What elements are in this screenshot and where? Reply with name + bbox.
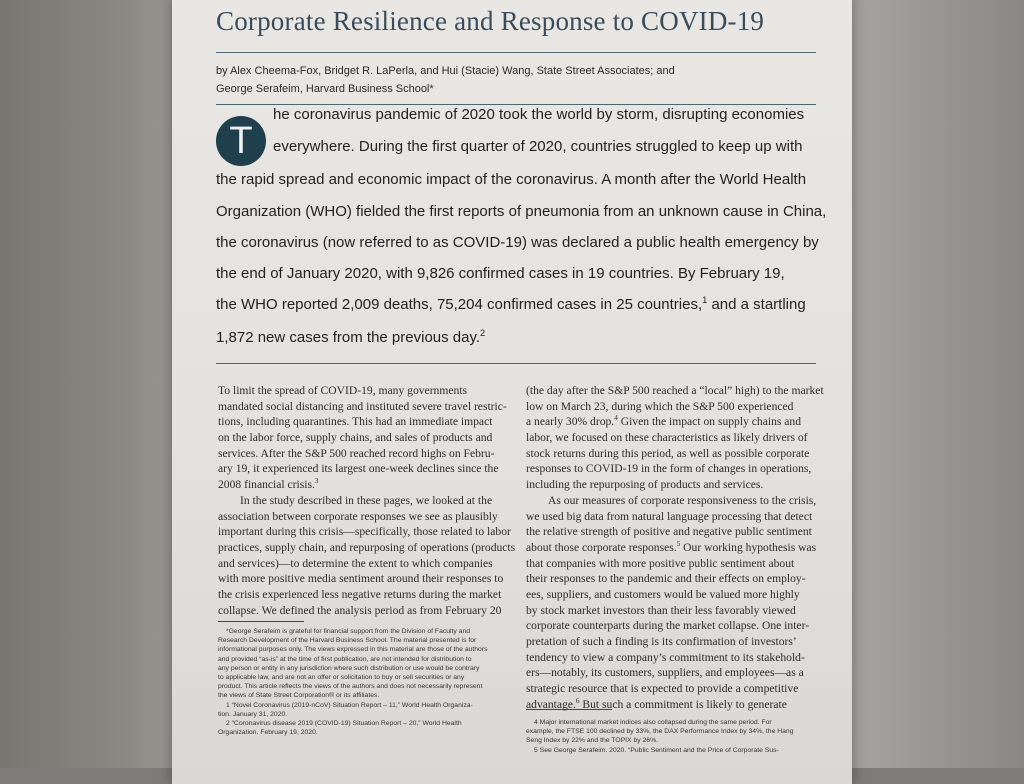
body-line [526, 556, 824, 572]
body-line-text: To limit the spread of COVID-19, many governments [218, 384, 468, 397]
footnote-line-text: the views of State Street Corporation® or its affiliates. [218, 692, 380, 700]
body-line-text: strategic resource that is expected to provide a competitive [526, 682, 799, 696]
footnote-rule-left [218, 621, 304, 622]
footnotes-left [218, 627, 516, 737]
footnote-line-text: Seng Index by 22% and the TOPIX by 26%. [526, 737, 658, 745]
intro-line-text: the rapid spread and economic impact of the coronavirus. A month after the World Health [216, 171, 807, 188]
body-line [526, 524, 824, 540]
body-line [218, 587, 516, 603]
footnote-line-text: to applicable law, and are not an offer or solicitation to buy or sell securities or any [218, 673, 465, 681]
footnote-ref: 4 [614, 414, 618, 423]
body-line-text: association between corporate responses we see as plausibly [218, 509, 498, 523]
footnote-line [218, 719, 516, 728]
body-line-text: responses to COVID-19 in the form of changes in operations, [526, 462, 812, 476]
body-line-text: by stock market investors than their less favorably viewed [526, 603, 796, 617]
footnote-line [218, 664, 516, 673]
body-line [218, 509, 516, 525]
footnote-line [526, 727, 824, 736]
intro-line-text: Organization (WHO) fielded the first reports of pneumonia from an unknown cause in China, [216, 203, 827, 220]
body-line [526, 414, 824, 430]
intro-line-text: the coronavirus (now referred to as COVID-19) was declared a public health emergency by [216, 234, 819, 251]
body-line [218, 540, 516, 556]
footnote-line [218, 645, 516, 654]
body-line-text: 2008 financial crisis. [218, 478, 315, 492]
body-column-right [526, 383, 824, 712]
intro-rule [216, 363, 816, 364]
footnote-ref: 3 [314, 477, 319, 486]
body-line-text: we used big data from natural language processing that detect [526, 509, 813, 523]
body-line [218, 524, 516, 540]
body-line-text: the relative strength of positive and negative public sentiment [526, 525, 812, 539]
footnote-line-text: Organization. February 19, 2020. [218, 729, 318, 737]
body-line-text: Given the impact on supply chains and [617, 415, 802, 429]
footnote-line-text: 1 “Novel Coronavirus (2019-nCoV) Situation Report – 11,” World Health Organiza- [226, 701, 473, 709]
body-line [526, 383, 824, 399]
footnote-line [218, 627, 516, 636]
body-line [218, 399, 516, 415]
intro-line-text: he coronavirus pandemic of 2020 took the world by storm, disrupting economies [273, 106, 805, 123]
intro-line [273, 138, 802, 155]
body-line-text: services. After the S&P 500 reached record highs on Febru- [218, 446, 495, 460]
body-line [526, 587, 824, 603]
body-line [526, 681, 824, 697]
body-line-text: As our measures of corporate responsiveness to the crisis, [548, 493, 817, 507]
body-line-text: with more positive media sentiment around their responses to [218, 572, 504, 586]
body-line-text: about those corporate responses. [526, 540, 677, 554]
byline-line: by Alex Cheema-Fox, Bridget R. LaPerla, and Hui (Stacie) Wang, State Street Associates; and [216, 65, 675, 77]
footnote-line-text: tion. January 31, 2020. [218, 710, 288, 718]
body-line [526, 665, 824, 681]
body-line [526, 540, 824, 556]
intro-line-text: everywhere. During the first quarter of 2020, countries struggled to keep up with [273, 138, 803, 155]
document-page [172, 0, 852, 784]
body-line [526, 697, 824, 713]
body-line-text: corporate counterparts during the market collapse. One inter- [526, 619, 810, 633]
body-line-text: labor, we focused on these characteristics as likely drivers of [526, 431, 808, 445]
body-line [526, 493, 824, 509]
footnote-line [218, 655, 516, 664]
body-line-text: In the study described in these pages, we looked at the [240, 493, 493, 507]
intro-line [216, 329, 485, 346]
body-line [218, 603, 516, 619]
footnote-line [218, 710, 516, 719]
body-line-text: ary 19, it experienced its largest one-week declines since the [218, 462, 499, 476]
body-line-text: low on March 23, during which the S&P 500 experienced [526, 399, 794, 413]
body-column-left [218, 383, 516, 618]
body-line-text: collapse. We defined the analysis period as from February 20 [218, 603, 502, 617]
intro-line [216, 265, 785, 282]
intro-line [273, 106, 804, 123]
footnote-rule-right [526, 709, 612, 710]
footnote-line-text: 5 See George Serafeim. 2020. “Public Sentiment and the Price of Corporate Sus- [534, 746, 779, 754]
footnotes-right [526, 718, 824, 755]
body-line-text: a nearly 30% drop. [526, 415, 615, 429]
footnote-line-text: 4 Major international market indices also collapsed during the same period. For [534, 719, 772, 726]
body-line-text: practices, supply chain, and repurposing of operations (products [218, 540, 516, 554]
body-line-text: mandated social distancing and instituted severe travel restric- [218, 399, 507, 413]
body-line [526, 446, 824, 462]
intro-line [216, 203, 826, 220]
body-line-text: stock returns during this period, as well as possible corporate [526, 446, 810, 460]
body-line [526, 603, 824, 619]
footnote-ref: 1 [702, 295, 708, 305]
body-line-text: tendency to view a company’s commitment to its stakehold- [526, 650, 805, 664]
body-line-text: But such a commitment is likely to generate [579, 697, 787, 711]
footnote-line [218, 673, 516, 682]
intro-line-text: 1,872 new cases from the previous day. [216, 329, 481, 346]
article-title: Corporate Resilience and Response to COVID-19 [216, 6, 765, 36]
byline-rule [216, 104, 816, 105]
body-line-text: on the labor force, supply chains, and sales of products and [218, 431, 493, 445]
body-line-text: ees, suppliers, and customers would be valued more highly [526, 587, 800, 601]
byline [216, 62, 816, 98]
body-line [526, 634, 824, 650]
intro-line-text: the WHO reported 2,009 deaths, 75,204 confirmed cases in 25 countries, [216, 296, 703, 313]
body-line [218, 477, 516, 493]
footnote-line [526, 736, 824, 745]
footnote-line-text: 2 “Coronavirus disease 2019 (COVID-19) Situation Report – 20,” World Health [226, 719, 462, 727]
footnote-line-text: and provided “as-is” at the time of first publication, are not intended for distribution to [218, 655, 472, 663]
body-line [526, 430, 824, 446]
footnote-line [218, 636, 516, 645]
footnote-line [526, 718, 824, 727]
body-line-text: important during this crisis—specifically, those related to labor [218, 525, 511, 539]
body-line [526, 477, 824, 493]
body-line [526, 571, 824, 587]
footnote-line-text: *George Serafeim is grateful for financial support from the Division of Faculty and [226, 628, 471, 635]
footnote-ref: 5 [676, 540, 681, 549]
footnote-line-text: informational purposes only. The views expressed in this material are those of the authors [218, 646, 488, 654]
body-line [218, 430, 516, 446]
body-line [218, 461, 516, 477]
footnote-line-text: example, the FTSE 100 declined by 33%, the DAX Performance Index by 34%, the Hang [526, 728, 794, 736]
body-line [526, 650, 824, 666]
body-line-text: advantage. [526, 697, 576, 711]
body-line-text: Our working hypothesis was [680, 540, 817, 554]
body-line-text: their responses to the pandemic and their effects on employ- [526, 572, 806, 586]
body-line [218, 414, 516, 430]
body-line-text: (the day after the S&P 500 reached a “local” high) to the market [526, 384, 824, 397]
footnote-line [218, 691, 516, 700]
intro-line-text: and a startling [707, 296, 806, 313]
footnote-line [218, 701, 516, 710]
drop-cap: T [216, 116, 266, 166]
footnote-line [218, 682, 516, 691]
byline-line: George Serafeim, Harvard Business School* [216, 83, 434, 95]
footnote-line [218, 728, 516, 737]
body-line [218, 446, 516, 462]
body-line-text: and services)—to determine the extent to which companies [218, 556, 493, 570]
body-line-text: that companies with more positive public sentiment about [526, 556, 795, 570]
intro-line [216, 171, 806, 188]
body-line-text: pretation of such a finding is its confirmation of investors’ [526, 635, 797, 648]
body-line-text: including the repurposing of products and services. [526, 478, 764, 492]
intro-line [216, 296, 806, 313]
body-line [526, 461, 824, 477]
body-line [526, 618, 824, 634]
intro-line [216, 234, 819, 251]
body-line [526, 509, 824, 525]
footnote-line-text: any person or entity in any jurisdiction where such distribution or use would be contrary [218, 664, 480, 672]
body-line-text: tions, including quarantines. This had an immediate impact [218, 415, 493, 429]
intro-line-text: the end of January 2020, with 9,826 confirmed cases in 19 countries. By February 19, [216, 265, 785, 282]
body-line [218, 493, 516, 509]
footnote-line-text: product. This article reflects the views of the authors and does not necessarily represent [218, 683, 483, 691]
footnote-line [526, 746, 824, 755]
body-line [218, 556, 516, 572]
footnote-ref: 6 [575, 696, 580, 705]
body-line-text: the crisis experienced less negative returns during the market [218, 587, 502, 601]
background-right [824, 0, 1024, 768]
body-line [218, 571, 516, 587]
footnote-line-text: Research Development of the Harvard Business School. The material presented is for [218, 637, 477, 645]
background-left [0, 0, 180, 768]
body-line [218, 383, 516, 399]
body-line-text: ers—notably, its customers, suppliers, and employees—as a [526, 666, 804, 680]
title-rule [216, 52, 816, 53]
footnote-ref: 2 [480, 328, 486, 338]
body-line [526, 399, 824, 415]
